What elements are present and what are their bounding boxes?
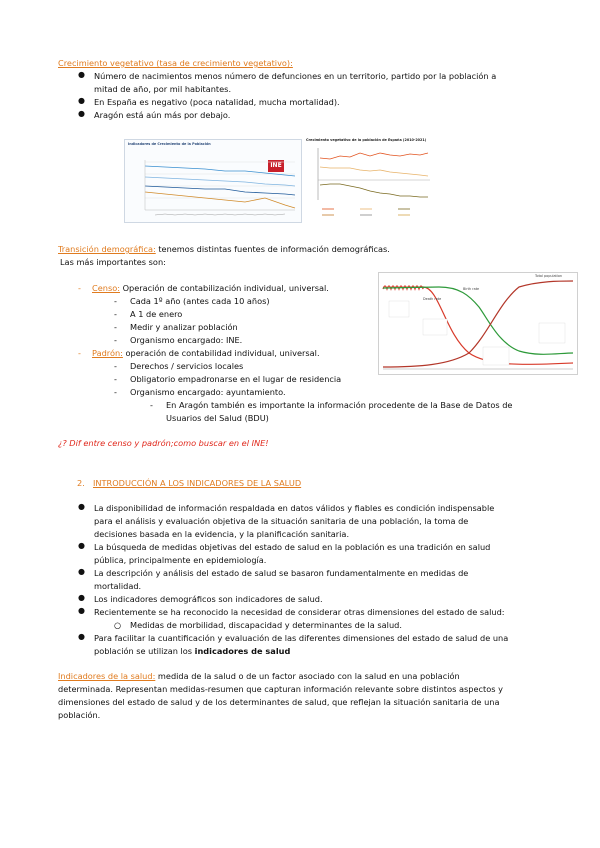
dash-marker: - [114,296,117,306]
censo-label: Censo: [92,283,120,293]
censo-item: A 1 de enero [130,309,183,319]
dash-marker: - [114,387,117,397]
indicadores-line: determinada. Representan medidas-resumen que capturan información relevante sobre distintos aspectos y [58,684,503,694]
section-number: 2. [77,478,85,488]
dash-marker: - [114,361,117,371]
transicion-line-2: Las más importantes son: [60,257,166,267]
bullet-text: La disponibilidad de información respaldada en datos válidos y fiables es condición indispensable [94,503,495,513]
censo-item: Medir y analizar población [130,322,238,332]
figure-label: Birth rate [463,287,480,291]
bullet-text-cont: mortalidad. [94,581,142,591]
dash-marker: - [78,348,81,358]
bullet-dot: ● [78,70,85,79]
bullet-text-cont: decisiones basada en la evidencia, y la planificación sanitaria. [94,529,350,539]
indicadores-line-1 [58,670,542,683]
bullet-text: Recientemente se ha reconocido la necesidad de considerar otras dimensiones del estado de salud: [94,607,505,617]
padron-item: Derechos / servicios locales [130,361,244,371]
indicadores-text: medida de la salud o de un factor asociado con la salud en una población [155,671,460,681]
section-heading-crecimiento: Crecimiento vegetativo (tasa de crecimiento vegetativo): [58,58,293,68]
bullet-dot: ● [78,632,85,641]
figure-image [306,136,434,222]
bullet-dot: ● [78,593,85,602]
bullet-text-cont [94,645,290,658]
sub-bullet-circle: ○ [114,620,122,630]
bullet-dot: ● [78,502,85,511]
bullet-text-cont: para el análisis y evaluación objetiva de la situación sanitaria de una población, la toma de [94,516,469,526]
figure-ine-growth-chart [124,139,302,223]
figure-demographic-transition [378,272,578,375]
question-note: ¿? Dif entre censo y padrón;como buscar en el INE! [58,438,269,448]
figure-vegetative-growth-chart [306,136,434,222]
bullet-dot: ● [78,541,85,550]
bullet-text-part: población se utilizan los [94,646,195,656]
dash-marker: - [114,322,117,332]
bullet-dot: ● [78,606,85,615]
bullet-text: Número de nacimientos menos número de defunciones en un territorio, partido por la población a [94,71,497,81]
bullet-text: Para facilitar la cuantificación y evaluación de las diferentes dimensiones del estado de salud de una [94,633,509,643]
ine-logo: INE [268,160,284,172]
censo-text: Operación de contabilización individual, universal. [119,283,329,293]
figure-title: Indicadores de Crecimiento de la Población [128,142,211,146]
censo-item: Cada 1º año (antes cada 10 años) [130,296,270,306]
section-heading-indicadores: INTRODUCCIÓN A LOS INDICADORES DE LA SALUD [93,478,302,488]
bullet-text: Los indicadores demográficos son indicadores de salud. [94,594,323,604]
dash-marker: - [78,283,81,293]
sub-bullet-text: Medidas de morbilidad, discapacidad y determinantes de la salud. [130,620,402,630]
bullet-text: En España es negativo (poca natalidad, mucha mortalidad). [94,97,340,107]
section-heading-indicadores-salud: Indicadores de la salud: [58,671,156,681]
dash-marker: - [114,309,117,319]
bullet-text: Aragón está aún más por debajo. [94,110,231,120]
bullet-text: La descripción y análisis del estado de salud se basaron fundamentalmente en medidas de [94,568,469,578]
transicion-text: tenemos distintas fuentes de información demográficas. [155,244,390,254]
padron-item: Organismo encargado: ayuntamiento. [130,387,286,397]
bullet-dot: ● [78,109,85,118]
padron-line [92,347,320,360]
bullet-text: La búsqueda de medidas objetivas del estado de salud en la población es una tradición en salud [94,542,491,552]
aragon-note: En Aragón también es importante la información procedente de la Base de Datos de [166,400,513,410]
padron-item: Obligatorio empadronarse en el lugar de residencia [130,374,342,384]
padron-text: operación de contabilidad individual, universal. [122,348,320,358]
bullet-text-cont: pública, principalmente en epidemiología. [94,555,267,565]
figure-label: Death rate [423,297,442,301]
transicion-line [58,243,518,256]
censo-item: Organismo encargado: INE. [130,335,243,345]
dash-marker: - [114,374,117,384]
bullet-text-cont: mitad de año, por mil habitantes. [94,84,232,94]
bullet-dot: ● [78,96,85,105]
censo-line [92,282,329,295]
indicadores-line: población. [58,710,101,720]
dash-marker: - [114,335,117,345]
padron-label: Padrón: [92,348,123,358]
aragon-note-cont: Usuarios del Salud (BDU) [166,413,269,423]
figure-image [125,140,301,222]
bullet-dot: ● [78,567,85,576]
figure-label: Total population [535,274,563,278]
figure-title: Crecimiento vegetativo de la población de España (2010-2021) [306,138,427,142]
bullet-text-bold: indicadores de salud [194,646,291,656]
dash-marker: - [150,400,153,410]
indicadores-line: dimensiones del estado de salud y de los determinantes de salud, que reflejan la situación sanitaria de una [58,697,500,707]
section-heading-transicion: Transición demográfica: [58,244,156,254]
